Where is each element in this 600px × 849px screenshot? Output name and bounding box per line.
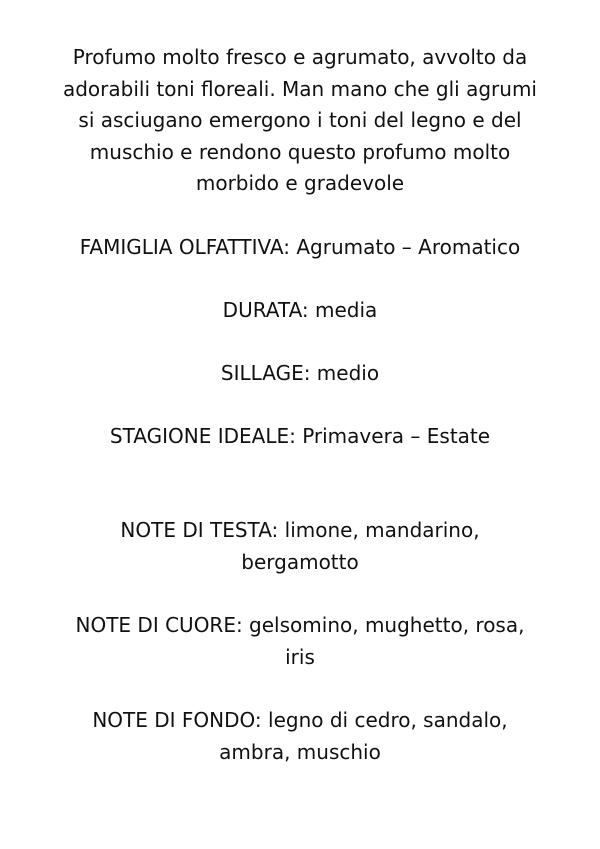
description-paragraph — [30, 42, 570, 200]
description-line: Profumo molto fresco e agrumato, avvolto da — [72, 45, 528, 69]
description-line: adorabili toni floreali. Man mano che gli agrumi — [62, 76, 537, 101]
description-line: morbido e gradevole — [195, 171, 405, 195]
sillage — [30, 358, 570, 390]
sillage-text: SILLAGE: medio — [220, 361, 380, 385]
note-di-testa-line: NOTE DI TESTA: limone, mandarino, — [120, 518, 480, 542]
note-di-testa — [30, 515, 570, 578]
stagione-ideale-text: STAGIONE IDEALE: Primavera – Estate — [109, 424, 491, 448]
description-line: si asciugano emergono i toni del legno e del — [78, 108, 522, 132]
note-di-testa-line: bergamotto — [241, 549, 359, 574]
durata-text: DURATA: media — [222, 298, 378, 322]
note-di-cuore-line: NOTE DI CUORE: gelsomino, mughetto, rosa, — [75, 613, 525, 637]
note-di-cuore — [30, 610, 570, 673]
note-di-cuore-line: iris — [285, 644, 315, 669]
note-di-fondo-line: ambra, muschio — [219, 739, 381, 764]
note-di-fondo — [30, 705, 570, 768]
stagione-ideale — [30, 421, 570, 453]
durata — [30, 295, 570, 327]
famiglia-olfattiva — [30, 232, 570, 264]
note-di-fondo-line: NOTE DI FONDO: legno di cedro, sandalo, — [92, 708, 508, 732]
famiglia-olfattiva-text: FAMIGLIA OLFATTIVA: Agrumato – Aromatico — [79, 235, 521, 259]
description-line: muschio e rendono questo profumo molto — [89, 139, 511, 164]
